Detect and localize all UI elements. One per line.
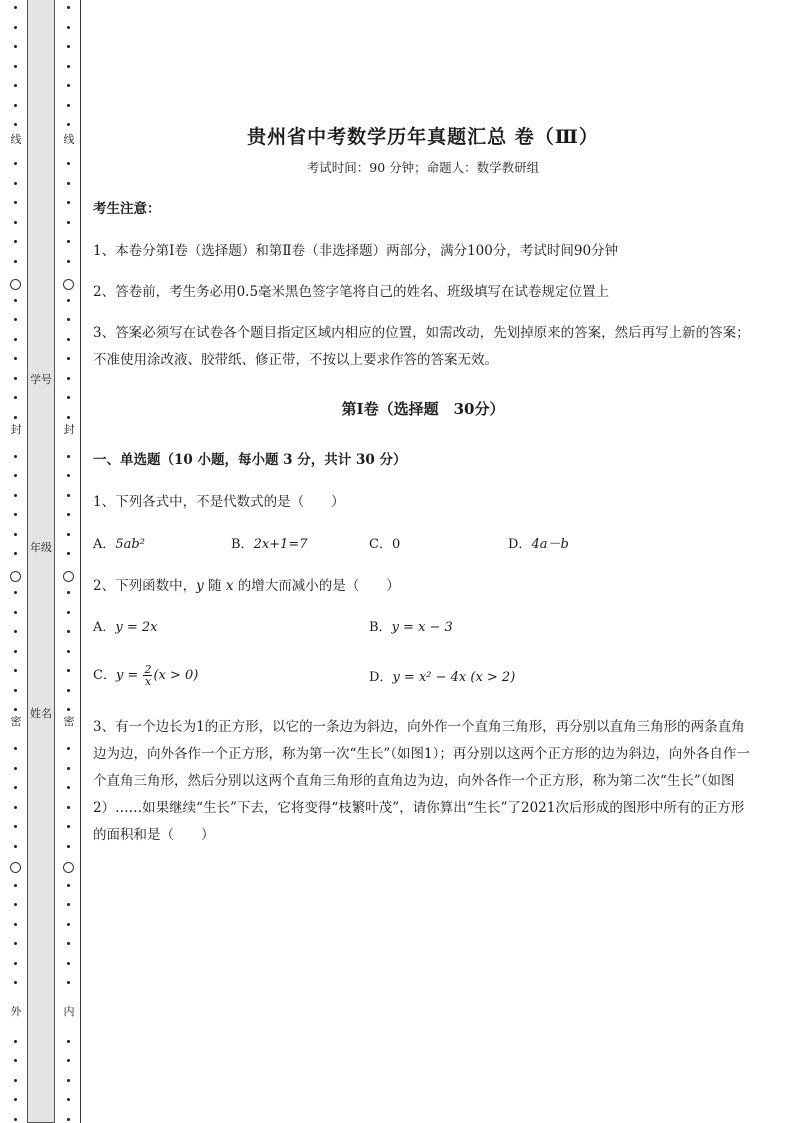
q2-option-a[interactable] xyxy=(93,618,158,638)
question-2-stem xyxy=(93,573,753,600)
circle-mark-icon xyxy=(63,862,74,873)
binding-mark: 线 xyxy=(10,133,22,146)
dot xyxy=(14,708,17,711)
dot xyxy=(14,845,17,848)
dot xyxy=(14,6,17,9)
dot xyxy=(67,962,70,965)
dot xyxy=(14,240,17,243)
dot xyxy=(14,123,17,126)
fraction xyxy=(143,664,152,687)
dot xyxy=(67,45,70,48)
option-text: y = x² − 4x (x > 2) xyxy=(392,670,516,685)
dot xyxy=(14,26,17,29)
notice-item-2: 2、答卷前，考生务必用0.5毫米黑色签字笔将自己的姓名、班级填写在试卷规定位置上 xyxy=(93,284,610,300)
option-label: D． xyxy=(369,670,393,685)
dot xyxy=(14,221,17,224)
dot xyxy=(14,981,17,984)
q2-stem-x: x xyxy=(225,578,234,594)
dot xyxy=(14,201,17,204)
notice-heading: 考生注意： xyxy=(93,201,161,217)
option-label: B． xyxy=(369,620,392,635)
dot xyxy=(14,962,17,965)
dot xyxy=(14,104,17,107)
dot xyxy=(67,708,70,711)
q2-option-c[interactable] xyxy=(93,664,198,687)
dot xyxy=(67,455,70,458)
dot xyxy=(14,669,17,672)
option-text: 0 xyxy=(391,537,401,552)
dot xyxy=(67,65,70,68)
dot xyxy=(67,942,70,945)
circle-mark-icon xyxy=(10,279,21,290)
dot xyxy=(14,747,17,750)
inner-dotted-line xyxy=(63,0,75,1123)
dot xyxy=(67,806,70,809)
dot xyxy=(14,903,17,906)
dot xyxy=(67,494,70,497)
option-lhs: y = xyxy=(115,668,139,683)
dot xyxy=(14,1040,17,1043)
dot xyxy=(67,689,70,692)
question-3-stem: 3、有一个边长为1的正方形，以它的一条边为斜边，向外作一个直角三角形，再分别以直角三角形的两条直角边为边，向外各作一个正方形，称为第一次“生长”（如图1）；再分别以这两个正方形的边为斜边，向外各自作一个直角三角形，然后分别以这两个直角三角形的直角边为边，向外各作一个正方形，称为第二次“生长”（如图2）……如果继续“生长”下去，它将变得“枝繁叶茂”，请你算出“生长”了2021次后形成的图形中所有的正方形的面积和是（ ） xyxy=(93,719,750,843)
dot xyxy=(14,1059,17,1062)
q2-option-d[interactable] xyxy=(369,668,515,688)
dot xyxy=(14,884,17,887)
dot xyxy=(14,533,17,536)
circle-mark-icon xyxy=(10,862,21,873)
dot xyxy=(67,611,70,614)
dot xyxy=(14,416,17,419)
dot xyxy=(67,1098,70,1101)
dot xyxy=(67,201,70,204)
dot xyxy=(67,923,70,926)
dot xyxy=(67,825,70,828)
option-label: A． xyxy=(93,620,116,635)
dot xyxy=(67,474,70,477)
q2-stem-end: 的增大而减小的是（ ） xyxy=(233,578,400,594)
dot xyxy=(67,260,70,263)
dot xyxy=(67,318,70,321)
dot xyxy=(14,689,17,692)
dot xyxy=(14,806,17,809)
dot xyxy=(67,1079,70,1082)
notice-item-3: 3、答案必须写在试卷各个题目指定区域内相应的位置，如需改动，先划掉原来的答案，然后再写上新的答案；不准使用涂改液、胶带纸、修正带，不按以上要求作答的答案无效。 xyxy=(93,325,750,368)
dot xyxy=(67,162,70,165)
q2-stem-mid: 随 xyxy=(203,578,226,594)
option-label: B． xyxy=(231,537,254,552)
option-text: y = x − 3 xyxy=(391,620,453,635)
dot xyxy=(67,669,70,672)
page-subtitle: 考试时间：90 分钟；命题人：数学教研组 xyxy=(306,160,540,175)
dot xyxy=(67,650,70,653)
dot xyxy=(14,377,17,380)
dot xyxy=(67,981,70,984)
section-title: 第Ⅰ卷（选择题 30分） xyxy=(341,400,505,418)
option-label: A． xyxy=(93,537,116,552)
dot xyxy=(67,377,70,380)
binding-mark: 线 xyxy=(63,133,75,146)
dot xyxy=(14,455,17,458)
circle-mark-icon xyxy=(63,279,74,290)
dot xyxy=(14,45,17,48)
dot xyxy=(14,513,17,516)
dot xyxy=(14,396,17,399)
dot xyxy=(67,357,70,360)
dot xyxy=(67,552,70,555)
band-label-student-id: 学号 xyxy=(30,373,52,386)
binding-mark: 密 xyxy=(63,715,75,728)
fraction-numerator: 2 xyxy=(144,663,152,676)
dot xyxy=(14,591,17,594)
dot xyxy=(67,1118,70,1121)
dot xyxy=(67,1040,70,1043)
dot xyxy=(14,786,17,789)
dot xyxy=(67,513,70,516)
q2-option-b[interactable] xyxy=(369,618,453,638)
page-title: 贵州省中考数学历年真题汇总 卷（Ⅲ） xyxy=(247,126,599,148)
dot xyxy=(14,630,17,633)
dot xyxy=(67,630,70,633)
dot xyxy=(67,396,70,399)
dot xyxy=(67,903,70,906)
dot xyxy=(14,1098,17,1101)
option-label: C． xyxy=(93,668,116,683)
dot xyxy=(14,182,17,185)
binding-mark: 外 xyxy=(10,1005,22,1018)
dot xyxy=(14,65,17,68)
dot xyxy=(67,26,70,29)
dot xyxy=(67,416,70,419)
part-heading: 一、单选题（10 小题，每小题 3 分，共计 30 分） xyxy=(93,452,407,468)
q2-stem-y: y xyxy=(196,578,204,594)
dot xyxy=(67,591,70,594)
fraction-denominator: x xyxy=(144,675,152,688)
option-text: 5ab² xyxy=(115,537,145,552)
dot xyxy=(67,299,70,302)
dot xyxy=(67,221,70,224)
dot xyxy=(67,338,70,341)
option-text: 2x+1=7 xyxy=(253,537,308,552)
dot xyxy=(67,1059,70,1062)
band-label-name: 姓名 xyxy=(30,707,52,720)
dot xyxy=(14,942,17,945)
dot xyxy=(14,767,17,770)
dot xyxy=(14,260,17,263)
q2-stem-start: 2、下列函数中， xyxy=(93,578,197,594)
dot xyxy=(14,474,17,477)
circle-mark-icon xyxy=(10,571,21,582)
band-label-grade: 年级 xyxy=(30,541,52,554)
outer-dotted-line xyxy=(10,0,22,1123)
dot xyxy=(14,1118,17,1121)
binding-mark: 封 xyxy=(63,423,75,436)
q1-option-c[interactable] xyxy=(369,535,400,555)
binding-margin xyxy=(0,0,84,1123)
q1-option-d[interactable] xyxy=(508,535,569,555)
dot xyxy=(14,1079,17,1082)
dot xyxy=(67,6,70,9)
dot xyxy=(67,182,70,185)
dot xyxy=(67,747,70,750)
dot xyxy=(67,845,70,848)
margin-rule xyxy=(80,0,81,1123)
dot xyxy=(14,923,17,926)
dot xyxy=(14,84,17,87)
dot xyxy=(14,650,17,653)
notice-item-1: 1、本卷分第Ⅰ卷（选择题）和第Ⅱ卷（非选择题）两部分，满分100分，考试时间90分钟 xyxy=(93,243,619,259)
question-1-stem: 1、下列各式中，不是代数式的是（ ） xyxy=(93,494,345,510)
option-condition: (x > 0) xyxy=(153,668,199,683)
dot xyxy=(14,611,17,614)
circle-mark-icon xyxy=(63,571,74,582)
dot xyxy=(14,338,17,341)
dot xyxy=(14,357,17,360)
student-info-band xyxy=(27,0,55,1123)
binding-mark: 封 xyxy=(10,423,22,436)
dot xyxy=(67,123,70,126)
binding-mark: 密 xyxy=(10,715,22,728)
dot xyxy=(67,533,70,536)
dot xyxy=(14,299,17,302)
q1-option-a[interactable] xyxy=(93,535,145,555)
dot xyxy=(67,767,70,770)
q1-option-b[interactable] xyxy=(231,535,308,555)
dot xyxy=(67,84,70,87)
dot xyxy=(14,318,17,321)
dot xyxy=(14,825,17,828)
dot xyxy=(67,104,70,107)
binding-mark: 内 xyxy=(63,1005,75,1018)
option-text: y = 2x xyxy=(115,620,158,635)
dot xyxy=(67,240,70,243)
option-label: C． xyxy=(369,537,392,552)
dot xyxy=(14,552,17,555)
option-text: 4a－b xyxy=(531,537,569,552)
dot xyxy=(67,786,70,789)
option-label: D． xyxy=(508,537,532,552)
dot xyxy=(67,884,70,887)
dot xyxy=(14,494,17,497)
dot xyxy=(14,162,17,165)
